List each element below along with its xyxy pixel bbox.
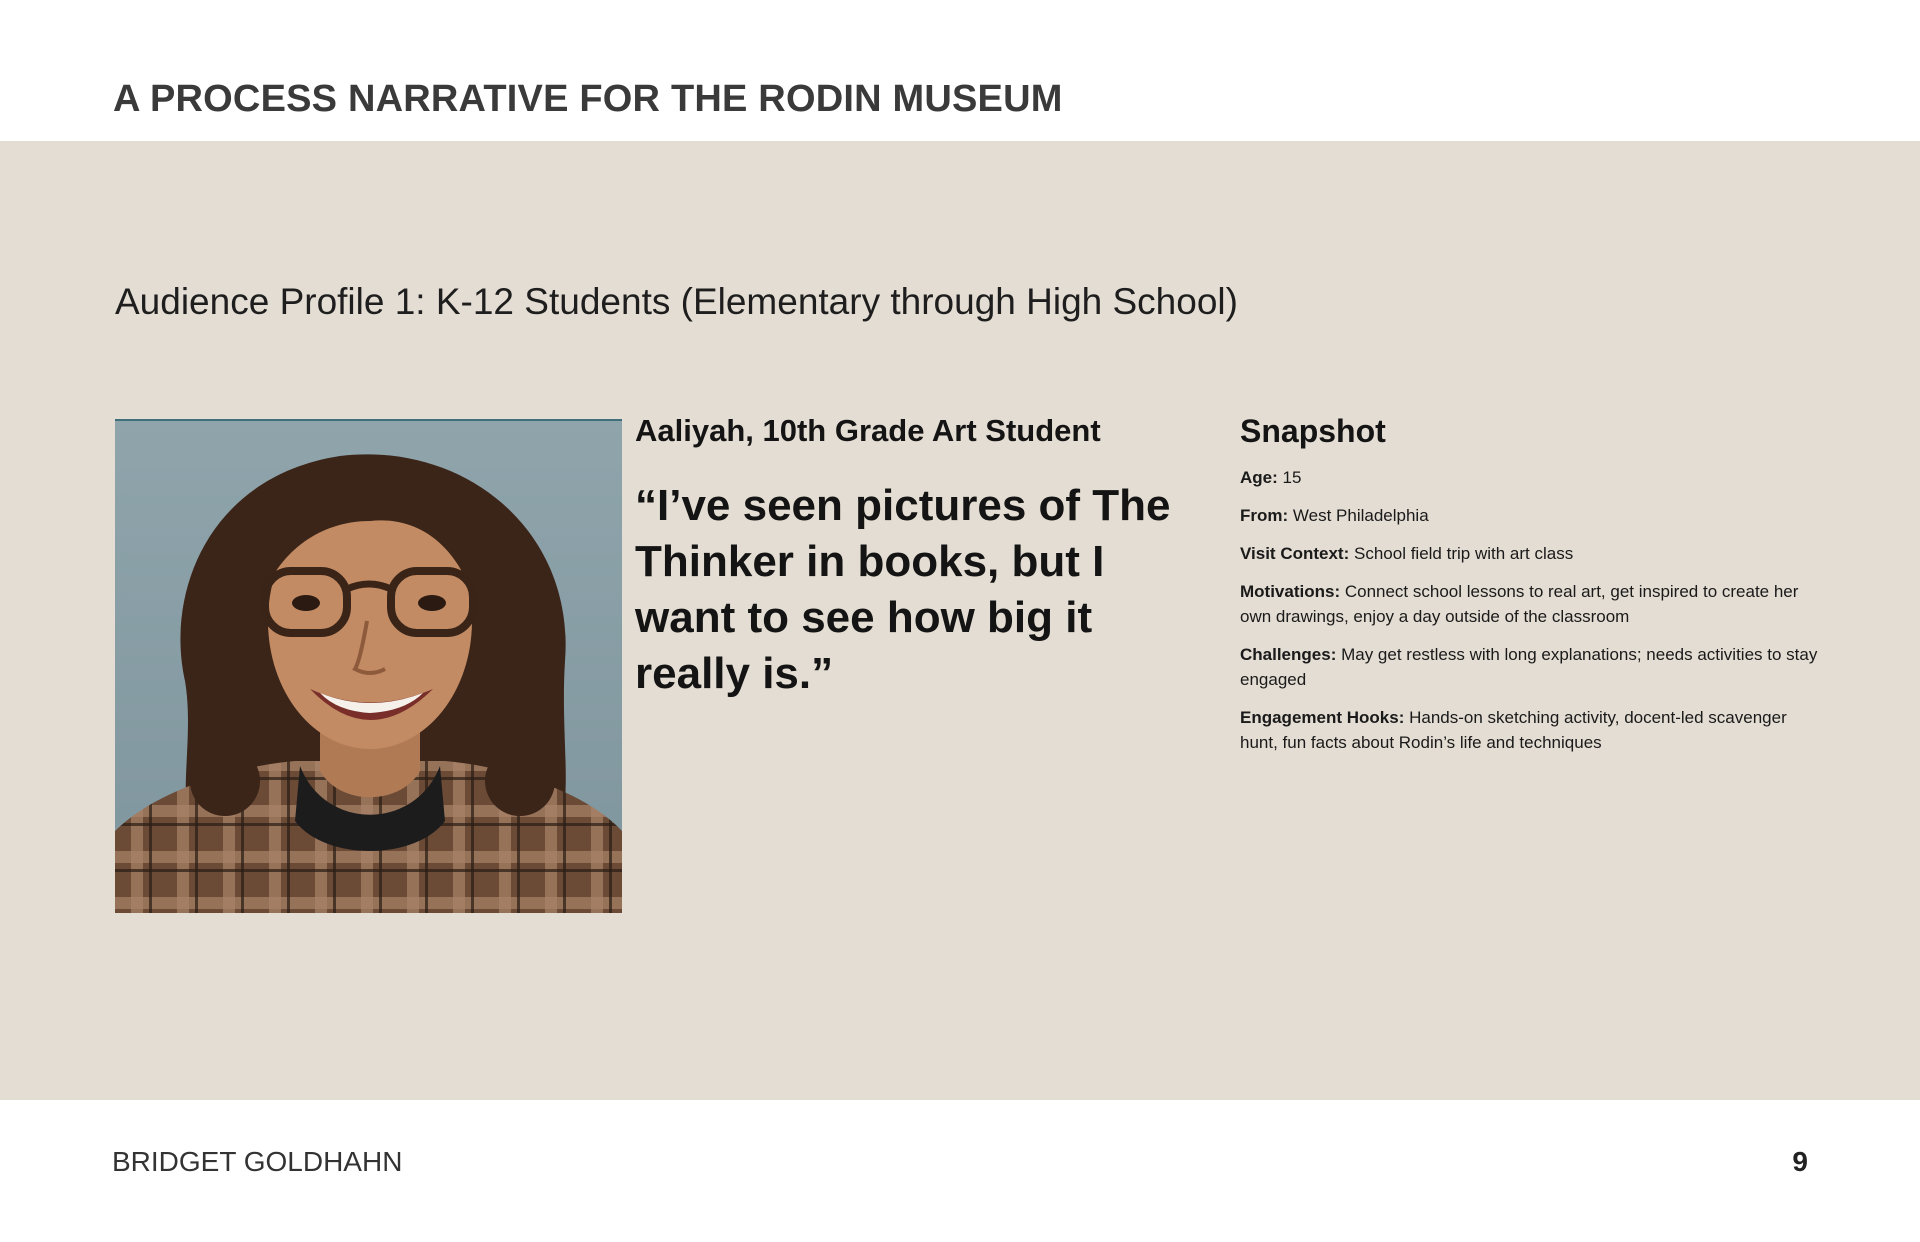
snapshot-age: [1240, 465, 1820, 490]
snapshot-value: Connect school lessons to real art, get inspired to create her own drawings, enjoy a day outside of the classroom: [1240, 582, 1799, 626]
snapshot-value: Hands-on sketching activity, docent-led scavenger hunt, fun facts about Rodin’s life and techniques: [1240, 708, 1787, 752]
portrait-photo-icon: [115, 421, 622, 913]
snapshot-from: [1240, 503, 1820, 528]
page-header: [0, 0, 1920, 141]
snapshot-value: May get restless with long explanations; needs activities to stay engaged: [1240, 645, 1818, 689]
snapshot-visit-context: [1240, 541, 1820, 566]
snapshot-label: Age:: [1240, 468, 1278, 487]
snapshot-challenges: [1240, 642, 1820, 692]
snapshot-value: 15: [1277, 468, 1302, 487]
snapshot-label: Visit Context:: [1240, 544, 1350, 563]
snapshot-label: Engagement Hooks:: [1240, 708, 1405, 727]
snapshot-label: From:: [1240, 506, 1289, 525]
persona-name: Aaliyah, 10th Grade Art Student: [635, 413, 1101, 448]
snapshot-motivations: [1240, 579, 1820, 629]
document-title: A PROCESS NARRATIVE FOR THE RODIN MUSEUM: [113, 78, 1063, 120]
section-title: Audience Profile 1: K-12 Students (Elementary through High School): [115, 281, 1238, 322]
snapshot-title: Snapshot: [1240, 413, 1386, 449]
page-number: 9: [1792, 1146, 1808, 1177]
snapshot-label: Motivations:: [1240, 582, 1341, 601]
persona-photo: [115, 419, 622, 913]
persona-quote: “I’ve seen pictures of The Thinker in books, but I want to see how big it really is.”: [635, 481, 1171, 698]
snapshot-label: Challenges:: [1240, 645, 1337, 664]
footer-author: BRIDGET GOLDHAHN: [112, 1146, 403, 1177]
snapshot-value: West Philadelphia: [1288, 506, 1429, 525]
snapshot-list: [1240, 465, 1820, 768]
snapshot-engagement-hooks: [1240, 705, 1820, 755]
snapshot-value: School field trip with art class: [1349, 544, 1574, 563]
